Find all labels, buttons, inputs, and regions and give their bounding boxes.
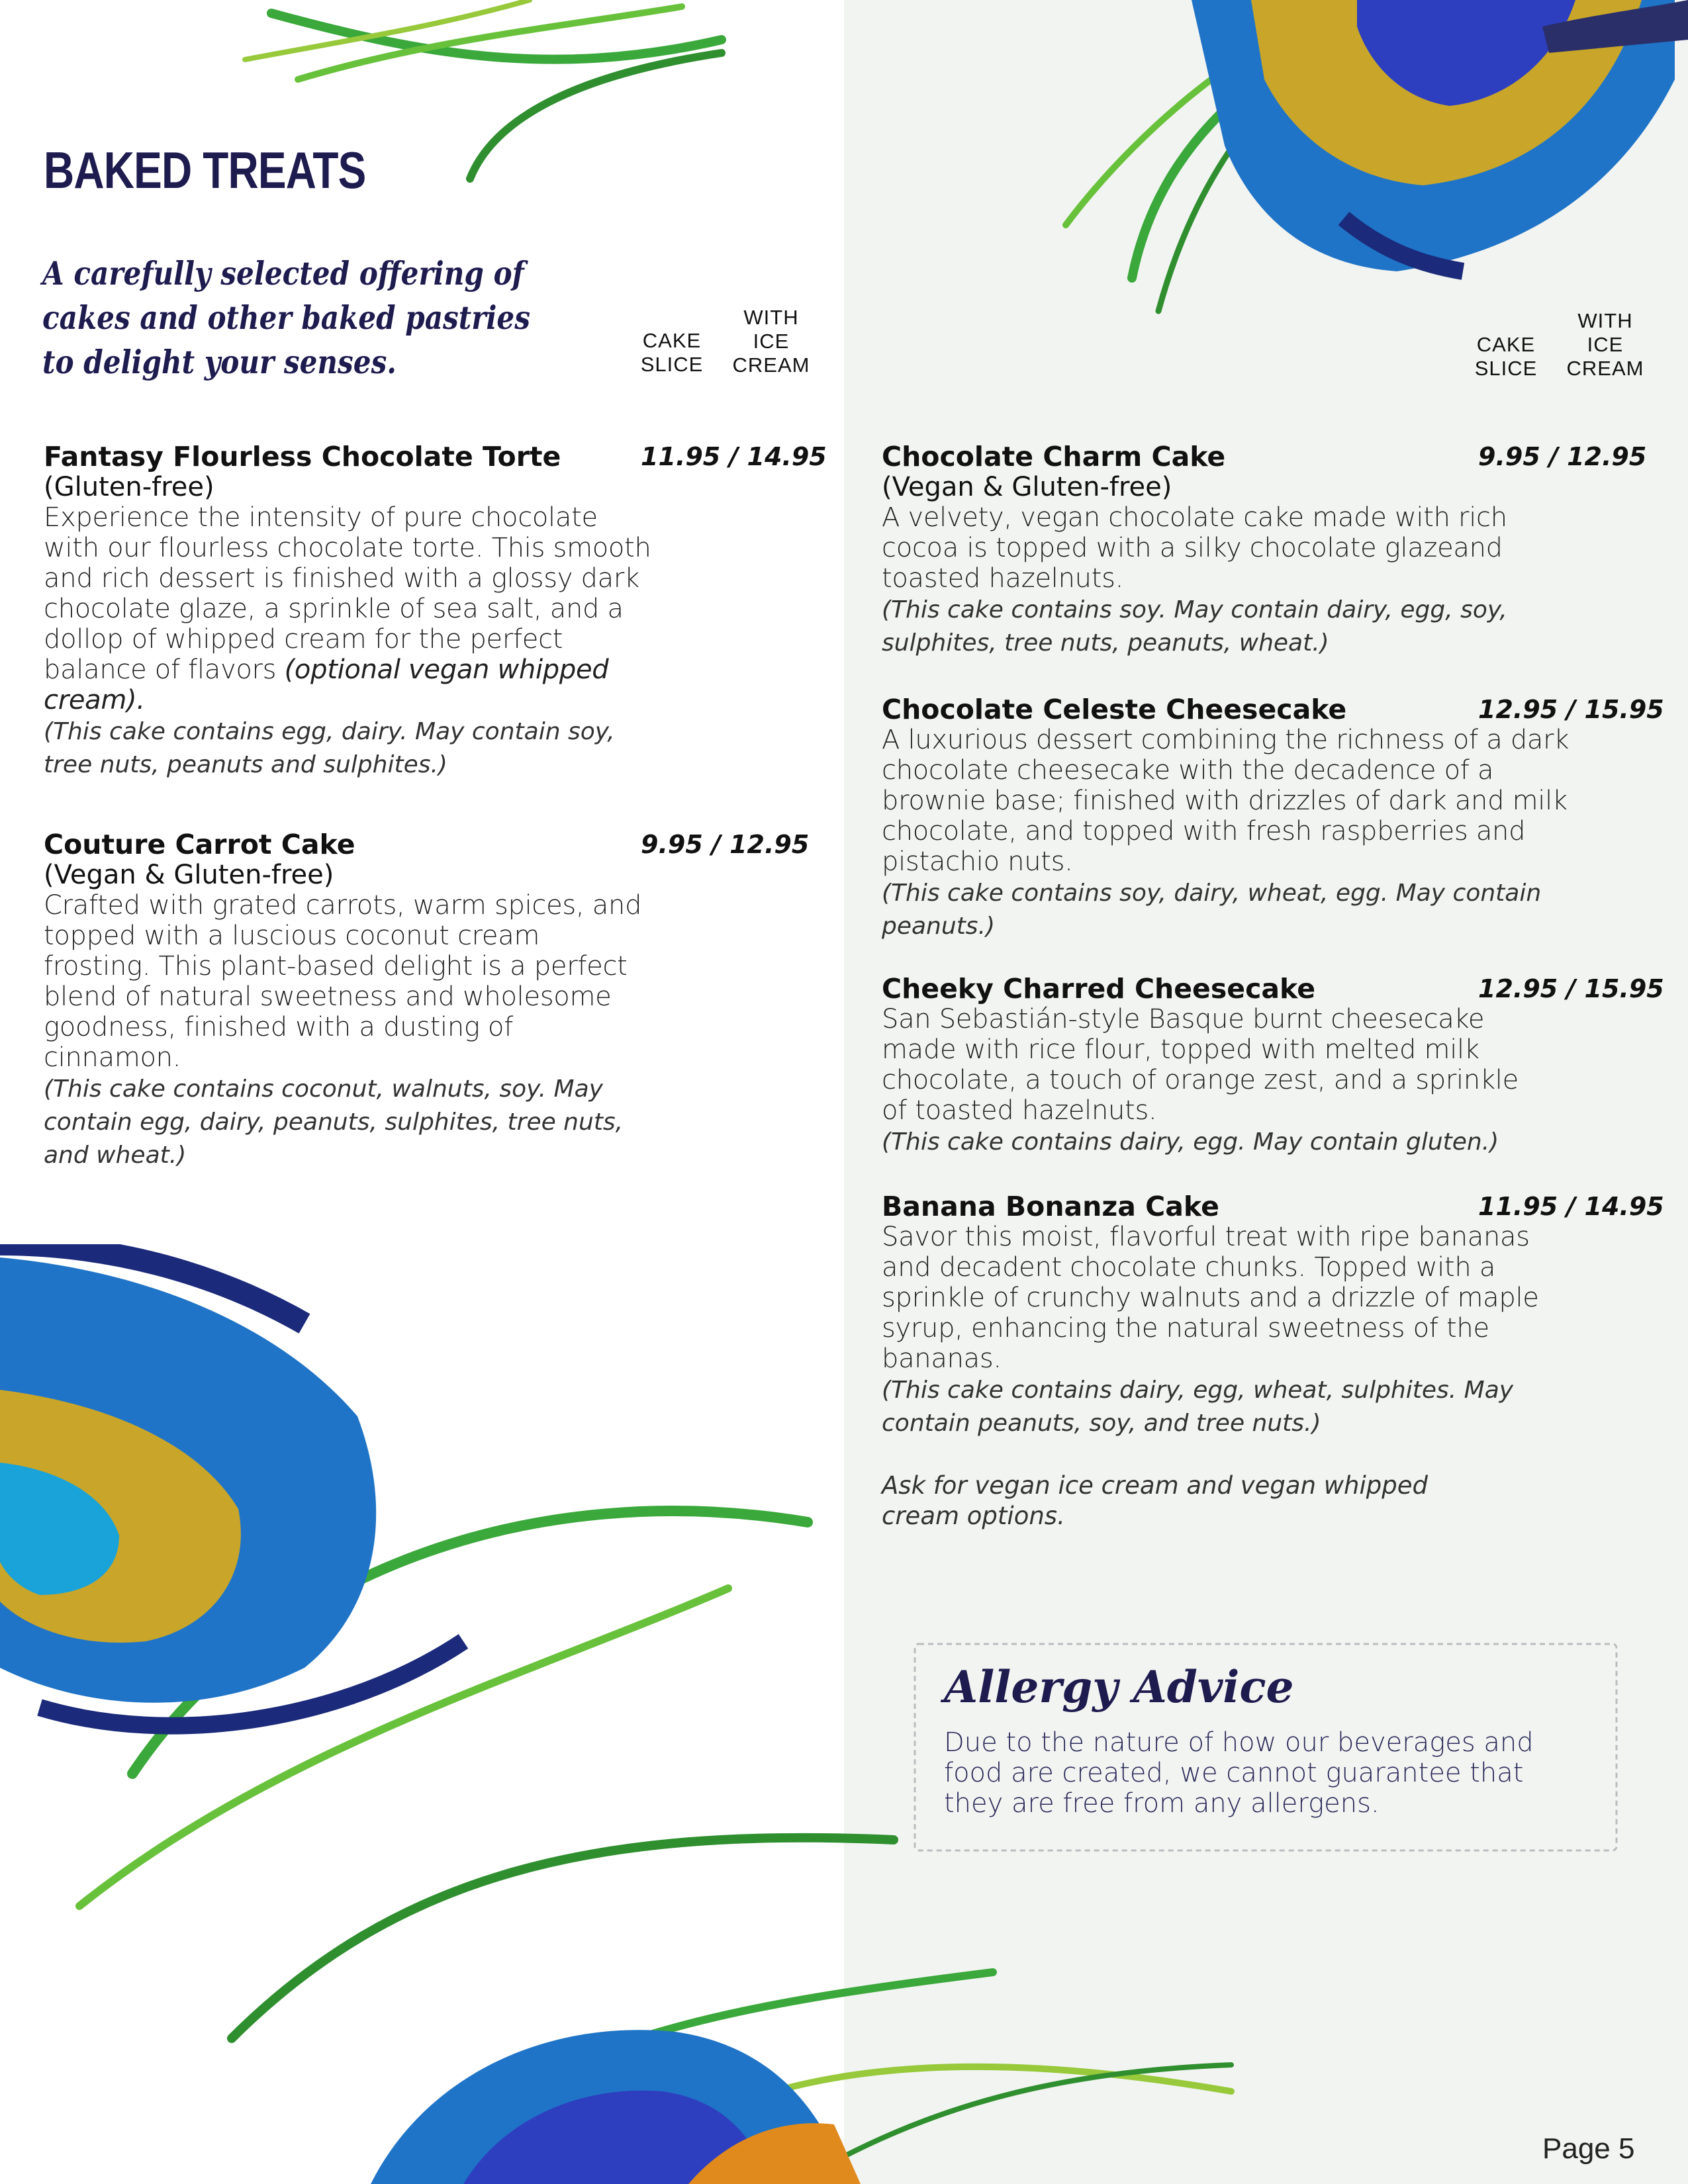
item-price: 9.95 / 12.95 [1478,442,1647,471]
item-allergens: (This cake contains coconut, walnuts, soy. May contain egg, dairy, peanuts, sulphites, tree nuts, and wheat.) [44,1075,624,1169]
page-number: Page 5 [1542,2132,1635,2165]
menu-item-chocolate-charm-cake [882,441,1550,660]
item-name: Banana Bonanza Cake [882,1191,1219,1222]
item-price: 12.95 / 15.95 [1478,974,1664,1003]
column-header-cake-slice-right: CAKE SLICE [1474,333,1538,380]
item-price: 12.95 / 15.95 [1478,695,1664,724]
item-name: Chocolate Celeste Cheesecake [882,694,1347,725]
item-name: Chocolate Charm Cake [882,441,1226,473]
item-diet: (Vegan & Gluten-free) [882,472,1172,502]
item-name: Cheeky Charred Cheesecake [882,973,1316,1005]
allergy-advice-box [912,1641,1619,1853]
item-name: Couture Carrot Cake [44,829,355,860]
intro-text: A carefully selected offering of cakes and other baked pastries to delight your senses. [42,254,530,381]
item-optional-note: (optional vegan whipped cream). [44,655,609,715]
item-description: A luxurious dessert combining the richness of a dark chocolate cheesecake with the decadence of a brownie base; finished with drizzles of dark and milk chocolate, and topped with fresh raspberries and pistachio nuts. [882,725,1570,877]
item-description: Crafted with grated carrots, warm spices, and topped with a luscious coconut cream frosting. This plant-based delight is a perfect blend of natural sweetness and wholesome goodness, finished with a dusting of cinnamon. [44,890,642,1073]
item-name: Fantasy Flourless Chocolate Torte [44,441,561,473]
vegan-options-note: Ask for vegan ice cream and vegan whipped cream options. [882,1471,1429,1530]
item-description: A velvety, vegan chocolate cake made with rich cocoa is topped with a silky chocolate glazeand toasted hazelnuts. [882,502,1507,594]
menu-item-couture-carrot-cake [44,829,653,1172]
item-allergens: (This cake contains dairy, egg, wheat, sulphites. May contain peanuts, soy, and tree nuts.) [882,1377,1514,1437]
item-price: 11.95 / 14.95 [641,442,827,471]
menu-item-fantasy-flourless-chocolate-torte [44,441,653,782]
menu-item-banana-bonanza-cake [882,1191,1550,1440]
menu-item-chocolate-celeste-cheesecake [882,694,1577,943]
column-header-with-ice-cream: WITH ICE CREAM [732,306,810,377]
column-header-cake-slice: CAKE SLICE [640,329,704,376]
item-allergens: (This cake contains dairy, egg. May contain gluten.) [882,1128,1499,1156]
column-header-with-ice-cream-right: WITH ICE CREAM [1566,309,1644,380]
menu-item-cheeky-charred-cheesecake [882,974,1550,1159]
allergy-advice-title: Allergy Advice [944,1661,1294,1713]
item-diet: (Gluten-free) [44,472,214,502]
item-price: 9.95 / 12.95 [641,830,810,859]
item-description: Experience the intensity of pure chocolate with our flourless chocolate torte. This smooth and rich dessert is finished with a glossy dark chocolate glaze, a sprinkle of sea salt, and a dollop of whipped cream for the perfect balance of flavors (optional vegan whipped cream). [44,502,651,715]
allergy-advice-text: Due to the nature of how our beverages and food are created, we cannot guarantee that they are free from any allergens. [944,1727,1534,1819]
item-diet: (Vegan & Gluten-free) [44,860,334,890]
item-allergens: (This cake contains soy. May contain dairy, egg, soy, sulphites, tree nuts, peanuts, wheat.) [882,596,1507,657]
item-price: 11.95 / 14.95 [1478,1192,1664,1221]
page-title: BAKED TREATS [44,141,366,199]
item-allergens: (This cake contains soy, dairy, wheat, egg. May contain peanuts.) [882,880,1542,940]
item-description: San Sebastián-style Basque burnt cheesecake made with rice flour, topped with melted milk chocolate, a touch of orange zest, and a sprinkle of toasted hazelnuts. [882,1004,1519,1126]
item-allergens: (This cake contains egg, dairy. May contain soy, tree nuts, peanuts and sulphites.) [44,718,615,778]
item-description: Savor this moist, flavorful treat with ripe bananas and decadent chocolate chunks. Topped with a sprinkle of crunchy walnuts and a drizzle of maple syrup, enhancing the natural sweetness of the bananas. [882,1222,1539,1374]
